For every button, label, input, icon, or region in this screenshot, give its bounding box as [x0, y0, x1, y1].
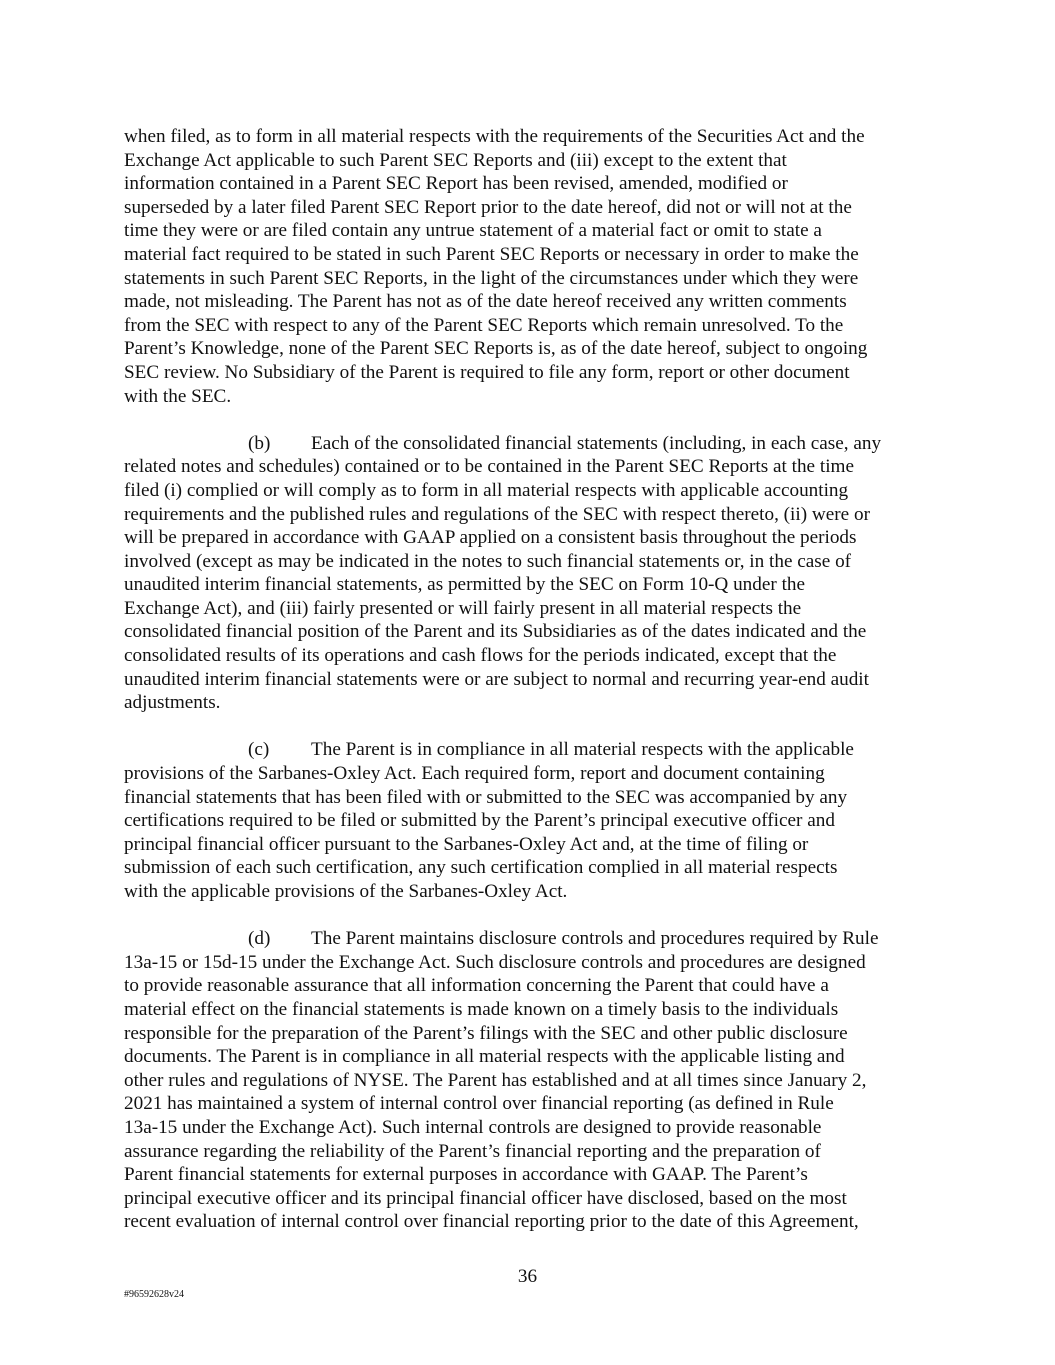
text-line	[124, 432, 944, 456]
text-line	[124, 573, 944, 597]
text-line	[124, 314, 944, 338]
line-text: The Parent is in compliance in all material respects with the applicable	[311, 739, 854, 761]
text-line	[124, 691, 944, 715]
line-text: adjustments.	[124, 692, 221, 714]
text-line	[124, 1069, 944, 1093]
line-text: statements in such Parent SEC Reports, in the light of the circumstances under which they were	[124, 267, 859, 289]
paragraph	[124, 927, 944, 1234]
text-line	[124, 668, 944, 692]
line-text: certifications required to be filed or submitted by the Parent’s principal executive officer and	[124, 810, 835, 832]
line-text: other rules and regulations of NYSE. The Parent has established and at all times since January 2,	[124, 1069, 867, 1091]
text-line	[124, 337, 944, 361]
section-label: (c)	[248, 739, 270, 761]
line-text: unaudited interim financial statements were or are subject to normal and recurring year-end audit	[124, 668, 869, 690]
line-text: SEC review. No Subsidiary of the Parent is required to file any form, report or other document	[124, 361, 850, 383]
line-text: 2021 has maintained a system of internal control over financial reporting (as defined in Rule	[124, 1093, 834, 1115]
line-text: Parent’s Knowledge, none of the Parent SEC Reports is, as of the date hereof, subject to ongoing	[124, 338, 868, 360]
text-line	[124, 385, 944, 409]
text-line	[124, 738, 944, 762]
text-line	[124, 620, 944, 644]
paragraph	[124, 432, 944, 715]
page-number: 36	[517, 1266, 538, 1287]
text-line	[124, 1210, 944, 1234]
text-line	[124, 290, 944, 314]
text-line	[124, 809, 944, 833]
line-text: principal executive officer and its principal financial officer have disclosed, based on the most	[124, 1187, 847, 1209]
text-line	[124, 455, 944, 479]
text-line	[124, 125, 944, 149]
document-body	[124, 125, 944, 1258]
line-text: submission of each such certification, any such certification complied in all material respects	[124, 857, 838, 879]
line-text: material effect on the financial statements is made known on a timely basis to the individuals	[124, 998, 839, 1020]
line-text: provisions of the Sarbanes-Oxley Act. Each required form, report and document containing	[124, 763, 825, 785]
text-line	[124, 1163, 944, 1187]
line-text: financial statements that has been filed with or submitted to the SEC was accompanied by any	[124, 786, 848, 808]
text-line	[124, 550, 944, 574]
text-line	[124, 597, 944, 621]
line-text: responsible for the preparation of the Parent’s filings with the SEC and other public disclosure	[124, 1022, 848, 1044]
text-line	[124, 1116, 944, 1140]
line-text: 13a-15 or 15d-15 under the Exchange Act. Such disclosure controls and procedures are designed	[124, 951, 866, 973]
text-line	[124, 149, 944, 173]
line-text: Exchange Act), and (iii) fairly presented or will fairly present in all material respects the	[124, 597, 802, 619]
line-text: unaudited interim financial statements, as permitted by the SEC on Form 10-Q under the	[124, 574, 806, 596]
line-text: documents. The Parent is in compliance in all material respects with the applicable listing and	[124, 1046, 845, 1068]
text-line	[124, 880, 944, 904]
paragraph	[124, 125, 944, 408]
text-line	[124, 1022, 944, 1046]
line-text: The Parent maintains disclosure controls and procedures required by Rule	[311, 928, 879, 950]
section-label: (b)	[248, 432, 271, 454]
text-line	[124, 644, 944, 668]
line-text: time they were or are filed contain any untrue statement of a material fact or omit to state a	[124, 220, 822, 242]
line-text: recent evaluation of internal control over financial reporting prior to the date of this Agreement,	[124, 1211, 859, 1233]
line-text: information contained in a Parent SEC Report has been revised, amended, modified or	[124, 173, 788, 195]
line-text: made, not misleading. The Parent has not as of the date hereof received any written comments	[124, 291, 847, 313]
line-text: assurance regarding the reliability of the Parent’s financial reporting and the preparation of	[124, 1140, 821, 1162]
text-line	[124, 503, 944, 527]
line-text: superseded by a later filed Parent SEC Report prior to the date hereof, did not or will not at the	[124, 196, 852, 218]
line-text: to provide reasonable assurance that all information concerning the Parent that could have a	[124, 975, 829, 997]
text-line	[124, 361, 944, 385]
text-line	[124, 1092, 944, 1116]
line-text: with the SEC.	[124, 385, 232, 407]
text-line	[124, 998, 944, 1022]
text-line	[124, 762, 944, 786]
text-line	[124, 1140, 944, 1164]
text-line	[124, 833, 944, 857]
text-line	[124, 196, 944, 220]
text-line	[124, 1045, 944, 1069]
paragraph	[124, 738, 944, 903]
line-text: will be prepared in accordance with GAAP applied on a consistent basis throughout the periods	[124, 527, 857, 549]
text-line	[124, 951, 944, 975]
line-text: principal financial officer pursuant to the Sarbanes-Oxley Act and, at the time of filing or	[124, 833, 809, 855]
line-text: related notes and schedules) contained or to be contained in the Parent SEC Reports at the time	[124, 456, 854, 478]
line-text: from the SEC with respect to any of the Parent SEC Reports which remain unresolved. To the	[124, 314, 844, 336]
line-text: when filed, as to form in all material respects with the requirements of the Securities Act and the	[124, 126, 865, 147]
text-line	[124, 479, 944, 503]
line-text: involved (except as may be indicated in the notes to such financial statements or, in the case of	[124, 550, 852, 572]
line-text: consolidated results of its operations and cash flows for the periods indicated, except that the	[124, 645, 837, 667]
line-text: material fact required to be stated in such Parent SEC Reports or necessary in order to make the	[124, 243, 859, 265]
section-label: (d)	[248, 928, 271, 950]
line-text: Each of the consolidated financial statements (including, in each case, any	[311, 432, 882, 454]
document-id: #96592628v24	[124, 1289, 184, 1300]
text-line	[124, 927, 944, 951]
text-line	[124, 974, 944, 998]
line-text: with the applicable provisions of the Sarbanes-Oxley Act.	[124, 881, 568, 902]
text-line	[124, 786, 944, 810]
line-text: 13a-15 under the Exchange Act). Such internal controls are designed to provide reasonable	[124, 1116, 822, 1138]
text-line	[124, 172, 944, 196]
text-line	[124, 267, 944, 291]
line-text: requirements and the published rules and regulations of the SEC with respect thereto, (ii) were or	[124, 503, 870, 525]
line-text: Parent financial statements for external purposes in accordance with GAAP. The Parent’s	[124, 1164, 808, 1186]
text-line	[124, 1187, 944, 1211]
text-line	[124, 219, 944, 243]
line-text: Exchange Act applicable to such Parent SEC Reports and (iii) except to the extent that	[124, 149, 787, 171]
text-line	[124, 526, 944, 550]
line-text: consolidated financial position of the Parent and its Subsidiaries as of the dates indicated and the	[124, 621, 867, 643]
text-line	[124, 243, 944, 267]
line-text: filed (i) complied or will comply as to form in all material respects with applicable accounting	[124, 479, 849, 501]
text-line	[124, 856, 944, 880]
